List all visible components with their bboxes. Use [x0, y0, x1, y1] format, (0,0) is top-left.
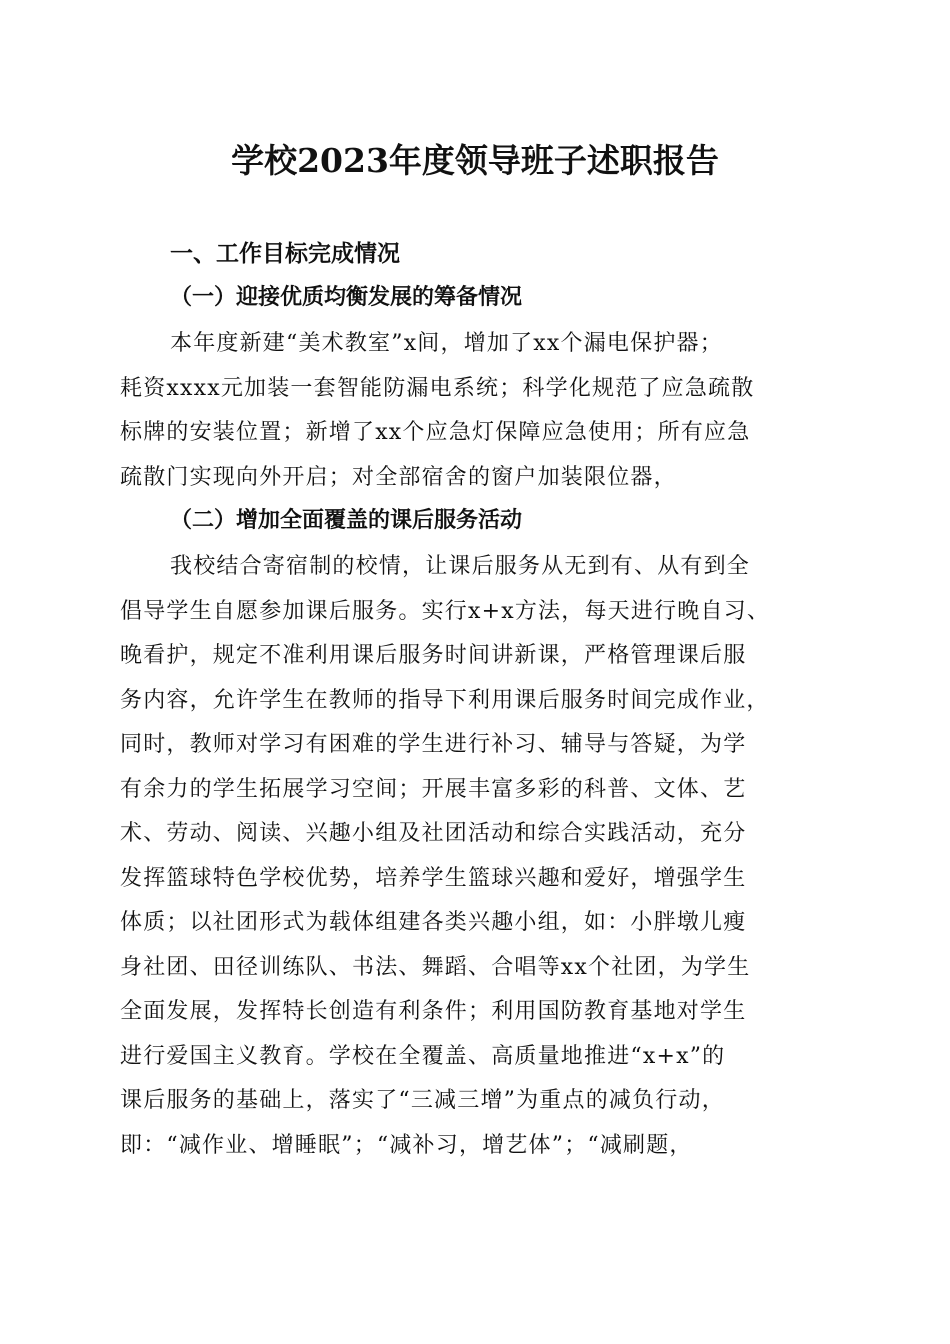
subsection-heading-balanced-development: （一）迎接优质均衡发展的筹备情况 [170, 284, 523, 310]
paragraph-line: 晚看护，规定不准利用课后服务时间讲新课，严格管理课后服 [120, 643, 747, 668]
paragraph-line: 术、劳动、阅读、兴趣小组及社团活动和综合实践活动，充分 [120, 821, 747, 846]
page-title: 学校2023年度领导班子述职报告 [231, 141, 719, 180]
paragraph-line: 我校结合寄宿制的校情，让课后服务从无到有、从有到全 [170, 554, 751, 579]
paragraph-line: 标牌的安装位置；新增了xx个应急灯保障应急使用；所有应急 [120, 420, 751, 445]
paragraph-line: 本年度新建“美术教室”x间，增加了xx个漏电保护器； [170, 331, 723, 356]
paragraph-line: 体质；以社团形式为载体组建各类兴趣小组，如：小胖墩儿瘦 [120, 910, 747, 935]
paragraph-balanced-development [120, 322, 832, 500]
paragraph-line: 发挥篮球特色学校优势，培养学生篮球兴趣和爱好，增强学生 [120, 865, 747, 891]
paragraph-line: 课后服务的基础上，落实了“三减三增”为重点的减负行动， [120, 1088, 725, 1113]
paragraph-after-school-services [120, 545, 832, 1168]
paragraph-line: 务内容，允许学生在教师的指导下利用课后服务时间完成作业， [120, 687, 770, 713]
paragraph-line: 进行爱国主义教育。学校在全覆盖、高质量地推进“x+x”的 [120, 1043, 726, 1069]
paragraph-line: 耗资xxxx元加装一套智能防漏电系统；科学化规范了应急疏散 [120, 375, 755, 401]
paragraph-line: 身社团、田径训练队、书法、舞蹈、合唱等xx个社团，为学生 [120, 954, 751, 980]
paragraph-line: 全面发展，发挥特长创造有利条件；利用国防教育基地对学生 [120, 999, 747, 1024]
paragraph-line: 即：“减作业、增睡眠”；“减补习，增艺体”；“减刷题， [120, 1132, 693, 1158]
section-heading-work-goals: 一、工作目标完成情况 [170, 241, 400, 267]
paragraph-line: 疏散门实现向外开启；对全部宿舍的窗户加装限位器， [120, 464, 677, 490]
paragraph-line: 倡导学生自愿参加课后服务。实行x+x方法，每天进行晚自习、 [120, 598, 771, 624]
subsection-heading-after-school-services: （二）增加全面覆盖的课后服务活动 [170, 507, 523, 533]
paragraph-line: 有余力的学生拓展学习空间；开展丰富多彩的科普、文体、艺 [120, 776, 747, 802]
paragraph-line: 同时，教师对学习有困难的学生进行补习、辅导与答疑，为学 [120, 732, 747, 757]
